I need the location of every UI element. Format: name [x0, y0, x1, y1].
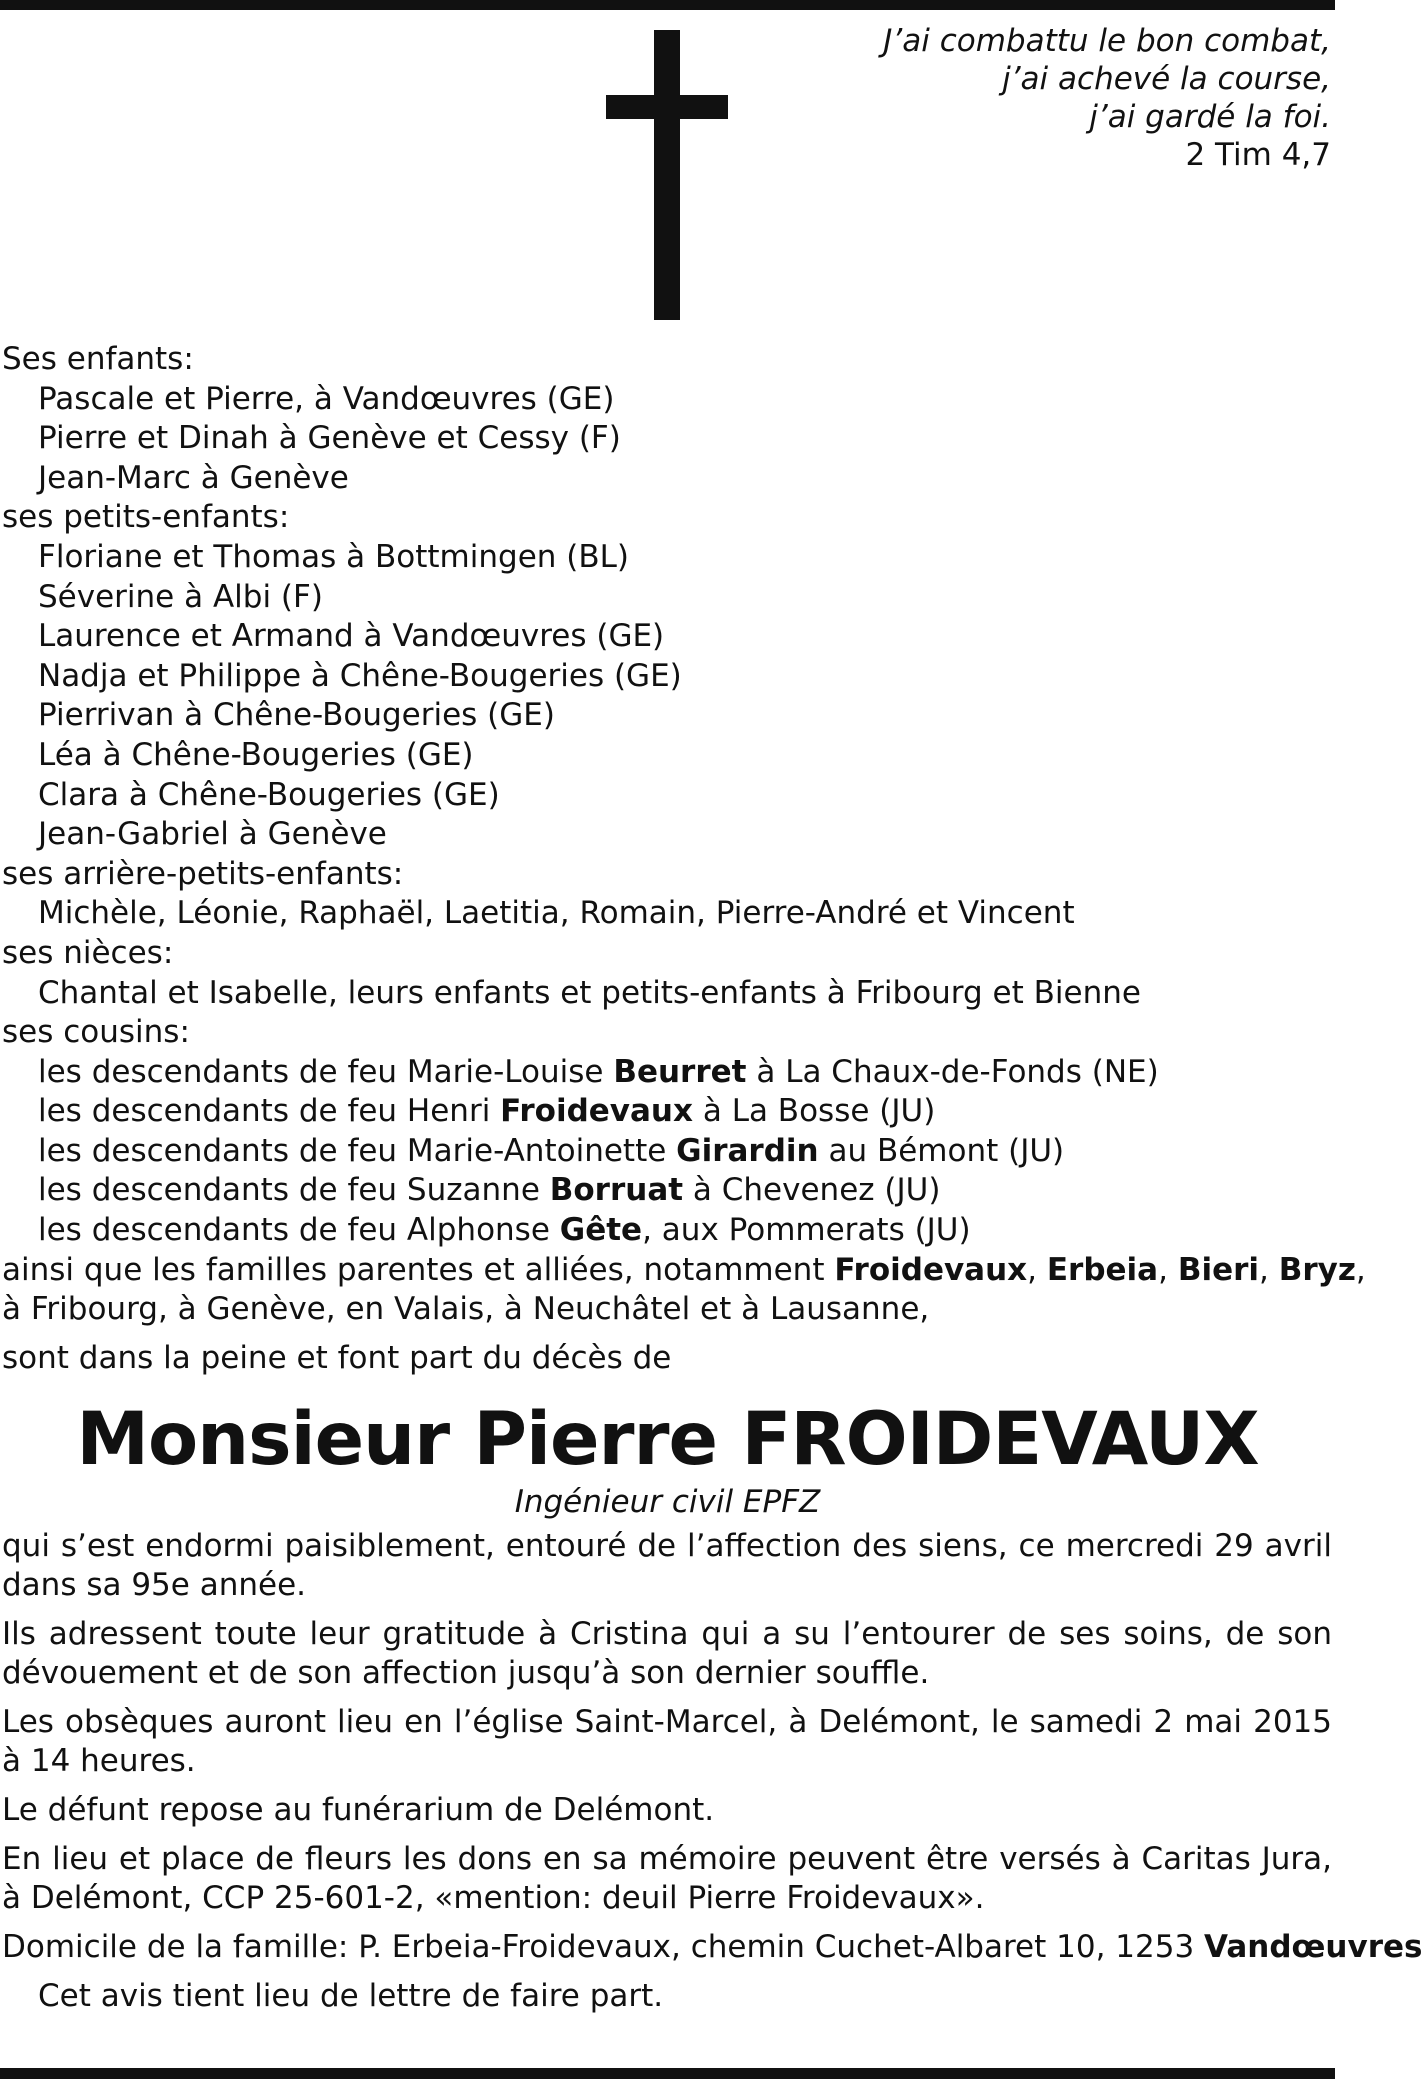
cousin-entry — [2, 1053, 1332, 1093]
grandchild-entry: Jean-Gabriel à Genève — [38, 816, 387, 853]
separator: , — [1355, 1251, 1366, 1288]
gratitude-paragraph: Ils adressent toute leur gratitude à Cristina qui a su l’entourer de ses soins, de son dévouement et de son affection jusqu’à son dernier souffle. — [2, 1616, 1332, 1691]
passing-paragraph: qui s’est endormi paisiblement, entouré de l’affection des siens, ce mercredi 29 avril dans sa 95e année. — [2, 1528, 1332, 1603]
allied-surname: Bieri — [1177, 1251, 1260, 1288]
closing-line: Cet avis tient lieu de lettre de faire part. — [38, 1978, 664, 2014]
great-grandchildren-label: ses arrière-petits-enfants: — [2, 855, 404, 892]
cousin-surname: Beurret — [613, 1053, 747, 1090]
cousin-text: les descendants de feu Marie-Louise — [38, 1053, 614, 1090]
separator: , — [1259, 1251, 1279, 1288]
address-town: Vandœuvres — [1204, 1929, 1422, 1965]
epigraph-line: j’ai gardé la foi. — [1089, 99, 1331, 135]
nieces-label: ses nièces: — [2, 934, 174, 971]
cousin-text: les descendants de feu Marie-Antoinette — [38, 1132, 677, 1169]
cousin-surname: Gête — [559, 1212, 643, 1249]
deceased-profession: Ingénieur civil EPFZ — [514, 1484, 821, 1520]
cousin-place: à La Bosse (JU) — [692, 1093, 936, 1130]
epigraph-reference: 2 Tim 4,7 — [1185, 137, 1331, 173]
grandchildren-label: ses petits-enfants: — [2, 499, 290, 536]
top-border-rule — [0, 0, 1335, 10]
bible-epigraph — [883, 22, 1331, 174]
notice-body — [2, 1527, 1422, 2016]
cousin-entry — [2, 1171, 1332, 1211]
cousin-text: les descendants de feu Suzanne — [38, 1172, 550, 1209]
children-label: Ses enfants: — [2, 341, 194, 377]
cousin-text: les descendants de feu Alphonse — [38, 1212, 560, 1249]
cousin-text: les descendants de feu Henri — [38, 1093, 501, 1130]
latin-cross-icon-bar — [606, 95, 728, 119]
allied-surname: Bryz — [1278, 1251, 1356, 1288]
cousin-surname: Borruat — [549, 1172, 684, 1209]
cousin-entry — [2, 1092, 1332, 1132]
grandchild-entry: Nadja et Philippe à Chêne-Bougeries (GE) — [38, 657, 682, 694]
family-address — [2, 1928, 1422, 1967]
bottom-border-rule — [0, 2068, 1335, 2079]
grandchild-entry: Laurence et Armand à Vandœuvres (GE) — [38, 618, 665, 655]
child-entry: Pierre et Dinah à Genève et Cessy (F) — [38, 420, 621, 457]
nieces-entry: Chantal et Isabelle, leurs enfants et petits-enfants à Fribourg et Bienne — [38, 974, 1141, 1011]
epigraph-line: j’ai achevé la course, — [1002, 61, 1331, 97]
cousin-entry — [2, 1132, 1332, 1172]
great-grandchildren-entry: Michèle, Léonie, Raphaël, Laetitia, Romain, Pierre-André et Vincent — [38, 895, 1075, 932]
grandchild-entry: Séverine à Albi (F) — [38, 578, 323, 615]
cousin-place: à La Chaux-de-Fonds (NE) — [746, 1053, 1159, 1090]
cousin-place: au Bémont (JU) — [818, 1132, 1065, 1169]
separator: , — [1158, 1251, 1178, 1288]
cousin-surname: Girardin — [676, 1132, 819, 1169]
repose-paragraph: Le défunt repose au funérarium de Delémont. — [2, 1792, 715, 1828]
deceased-name: Monsieur Pierre FROIDEVAUX — [76, 1397, 1259, 1482]
grandchild-entry: Clara à Chêne-Bougeries (GE) — [38, 776, 500, 813]
cousin-place: , aux Pommerats (JU) — [642, 1212, 971, 1249]
allied-surname: Erbeia — [1046, 1251, 1159, 1288]
allied-text: ainsi que les familles parentes et alliées, notamment — [2, 1251, 835, 1288]
epigraph-line: J’ai combattu le bon combat, — [883, 23, 1331, 59]
grandchild-entry: Léa à Chêne-Bougeries (GE) — [38, 736, 474, 773]
family-list — [2, 340, 1366, 1378]
separator: , — [1027, 1251, 1047, 1288]
grandchild-entry: Pierrivan à Chêne-Bougeries (GE) — [38, 697, 555, 734]
child-entry: Pascale et Pierre, à Vandœuvres (GE) — [38, 380, 615, 417]
cousin-entry — [2, 1211, 1332, 1251]
latin-cross-icon — [654, 30, 680, 320]
address-text: Domicile de la famille: P. Erbeia-Froidevaux, chemin Cuchet-Albaret 10, 1253 — [2, 1929, 1205, 1965]
cousin-surname: Froidevaux — [500, 1093, 693, 1130]
grandchild-entry: Floriane et Thomas à Bottmingen (BL) — [38, 538, 629, 575]
allied-families — [2, 1251, 1366, 1291]
announcement-line: sont dans la peine et font part du décès de — [2, 1339, 672, 1376]
donation-paragraph: En lieu et place de fleurs les dons en sa mémoire peuvent être versés à Caritas Jura, à Delémont, CCP 25-601-2, «mention: deuil Pierre Froidevaux». — [2, 1841, 1332, 1916]
allied-surname: Froidevaux — [834, 1251, 1028, 1288]
allied-places: à Fribourg, à Genève, en Valais, à Neuchâtel et à Lausanne, — [2, 1291, 930, 1328]
child-entry: Jean-Marc à Genève — [38, 459, 349, 496]
cousin-place: à Chevenez (JU) — [683, 1172, 941, 1209]
funeral-paragraph: Les obsèques auront lieu en l’église Saint-Marcel, à Delémont, le samedi 2 mai 2015 à 14 heures. — [2, 1704, 1332, 1779]
cousins-label: ses cousins: — [2, 1014, 190, 1051]
